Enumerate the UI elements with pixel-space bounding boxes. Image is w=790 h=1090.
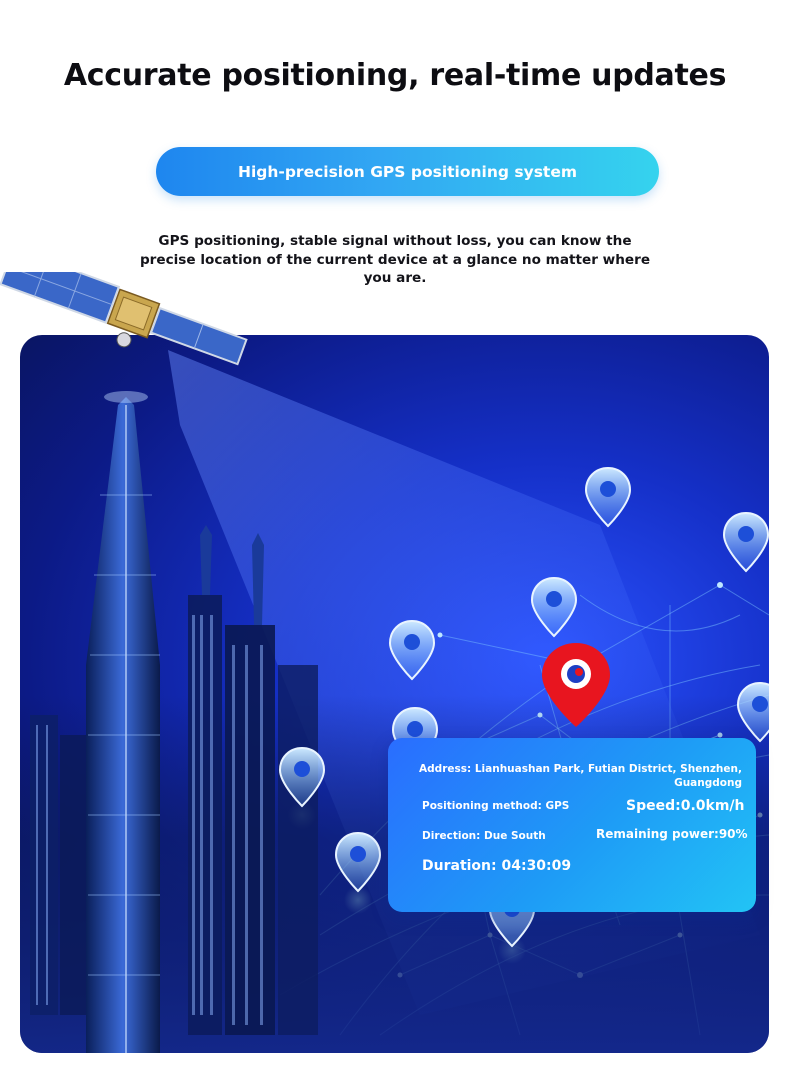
feature-pill <box>156 147 659 196</box>
positioning-method-text: Positioning method: GPS <box>422 800 570 812</box>
page-title: Accurate positioning, real-time updates <box>63 58 727 93</box>
scene-graphics <box>20 335 769 1053</box>
satellite-icon <box>0 272 250 402</box>
direction-text: Direction: Due South <box>422 830 546 842</box>
speed-text: Speed:0.0km/h <box>626 798 745 814</box>
location-pin-icon <box>586 468 630 526</box>
address-text: Address: Lianhuashan Park, Futian District, Shenzhen, Guangdong <box>419 763 742 789</box>
gps-scene <box>20 335 769 1053</box>
feature-pill-label: High-precision GPS positioning system <box>237 162 578 181</box>
city-tower-icon <box>86 391 160 1053</box>
remaining-power-text: Remaining power:90% <box>596 827 748 841</box>
duration-text: Duration: 04:30:09 <box>422 858 572 874</box>
device-info-card <box>388 738 756 912</box>
location-pin-icon <box>724 513 768 571</box>
description-text: GPS positioning, stable signal without loss, you can know the precise location of the current device at a glance no matter where you are. <box>139 233 651 286</box>
